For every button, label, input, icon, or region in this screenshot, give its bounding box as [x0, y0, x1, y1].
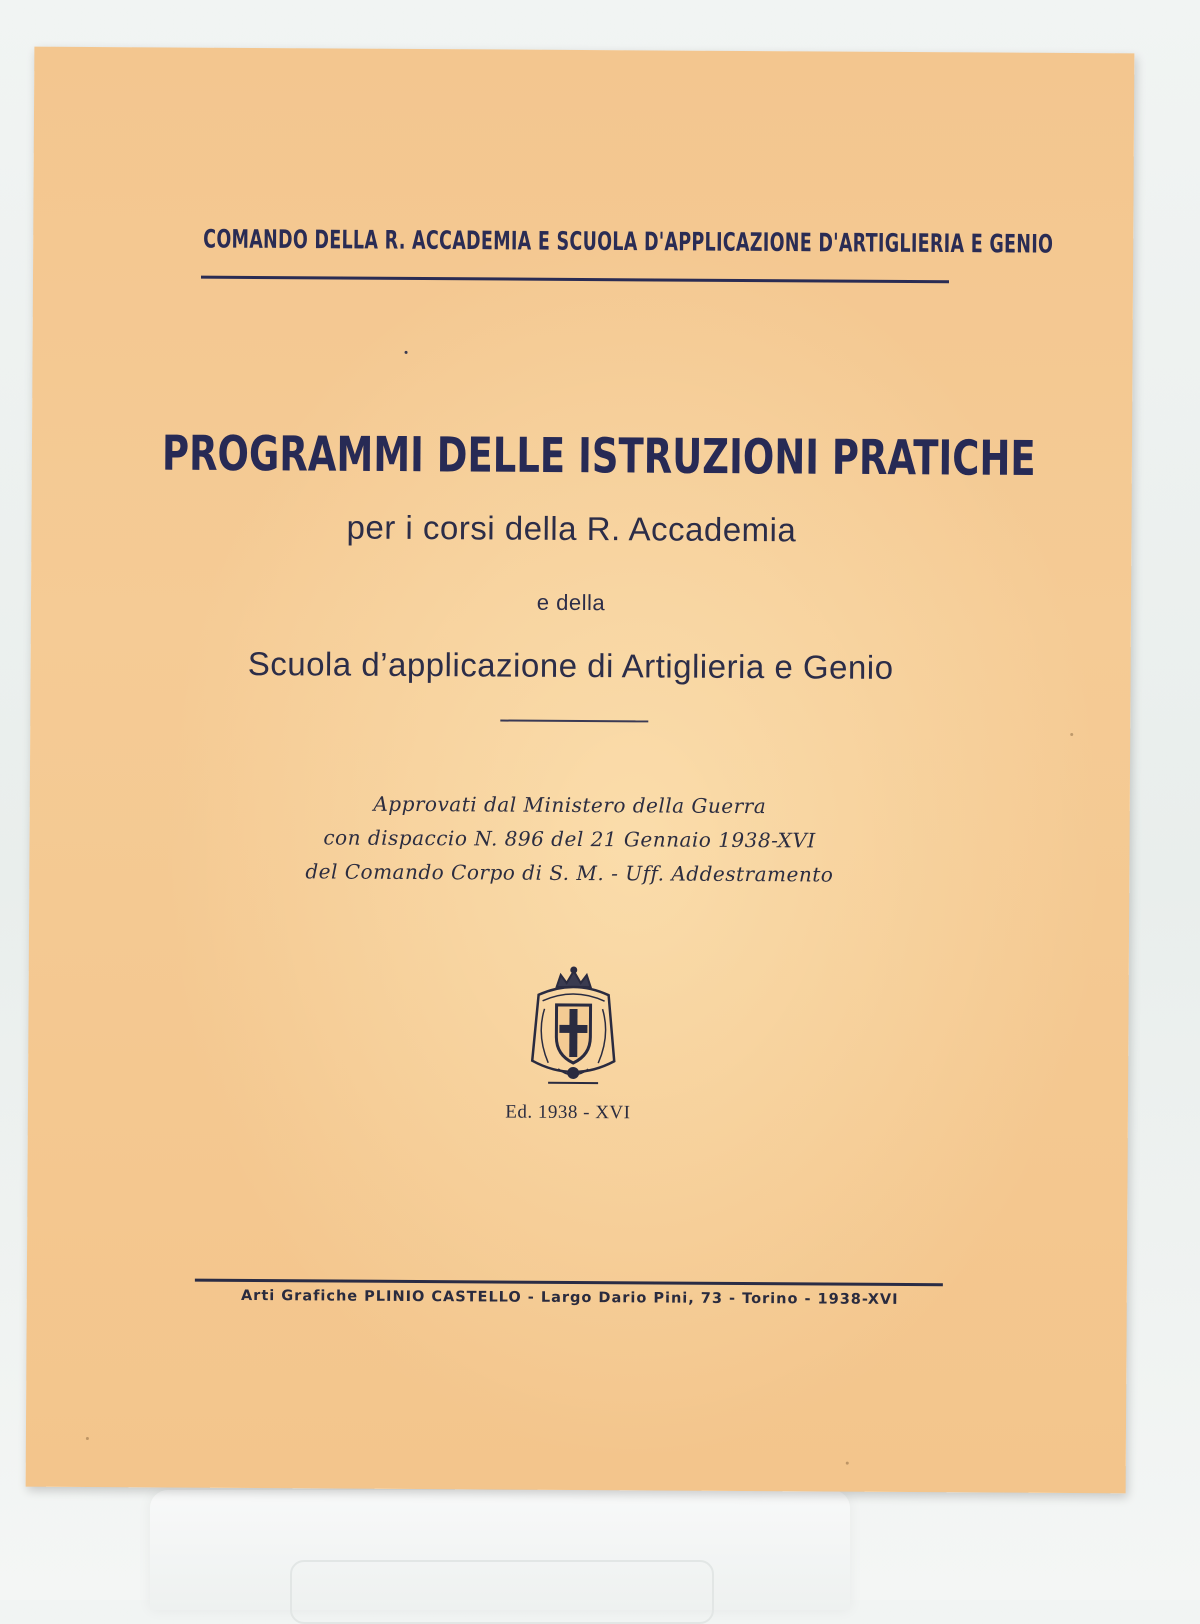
- divider-rule: [500, 720, 648, 722]
- header-rule: [201, 276, 949, 284]
- approval-line-2: con dispaccio N. 896 del 21 Gennaio 1938-XVI: [323, 825, 816, 853]
- approval-block: [159, 785, 980, 892]
- paper-speck: [405, 351, 408, 354]
- footer-rule: [195, 1279, 943, 1287]
- paper-speck: [846, 1462, 849, 1465]
- paper-speck: [86, 1437, 89, 1440]
- approval-line-1: Approvati dal Ministero della Guerra: [373, 791, 767, 819]
- subtitle-line-1: per i corsi della R. Accademia: [346, 508, 797, 549]
- edition-label: Ed. 1938 - XVI: [505, 1101, 631, 1124]
- royal-coat-of-arms-icon: [518, 965, 629, 1096]
- institution-header: COMANDO DELLA R. ACCADEMIA E SCUOLA D'APPLICAZIONE D'ARTIGLIERIA E GENIO: [203, 225, 1054, 260]
- display-stand-plate: [290, 1560, 714, 1624]
- main-title: PROGRAMMI DELLE ISTRUZIONI PRATICHE: [161, 425, 1036, 487]
- book-cover: [26, 47, 1135, 1494]
- approval-line-3: del Comando Corpo di S. M. - Uff. Addestramento: [305, 859, 834, 887]
- subtitle-line-2: e della: [536, 589, 606, 616]
- printer-footer: Arti Grafiche PLINIO CASTELLO - Largo Dario Pini, 73 - Torino - 1938-XVI: [240, 1287, 899, 1308]
- paper-speck: [1070, 733, 1073, 736]
- subtitle-line-3: Scuola d’applicazione di Artiglieria e Genio: [247, 644, 894, 686]
